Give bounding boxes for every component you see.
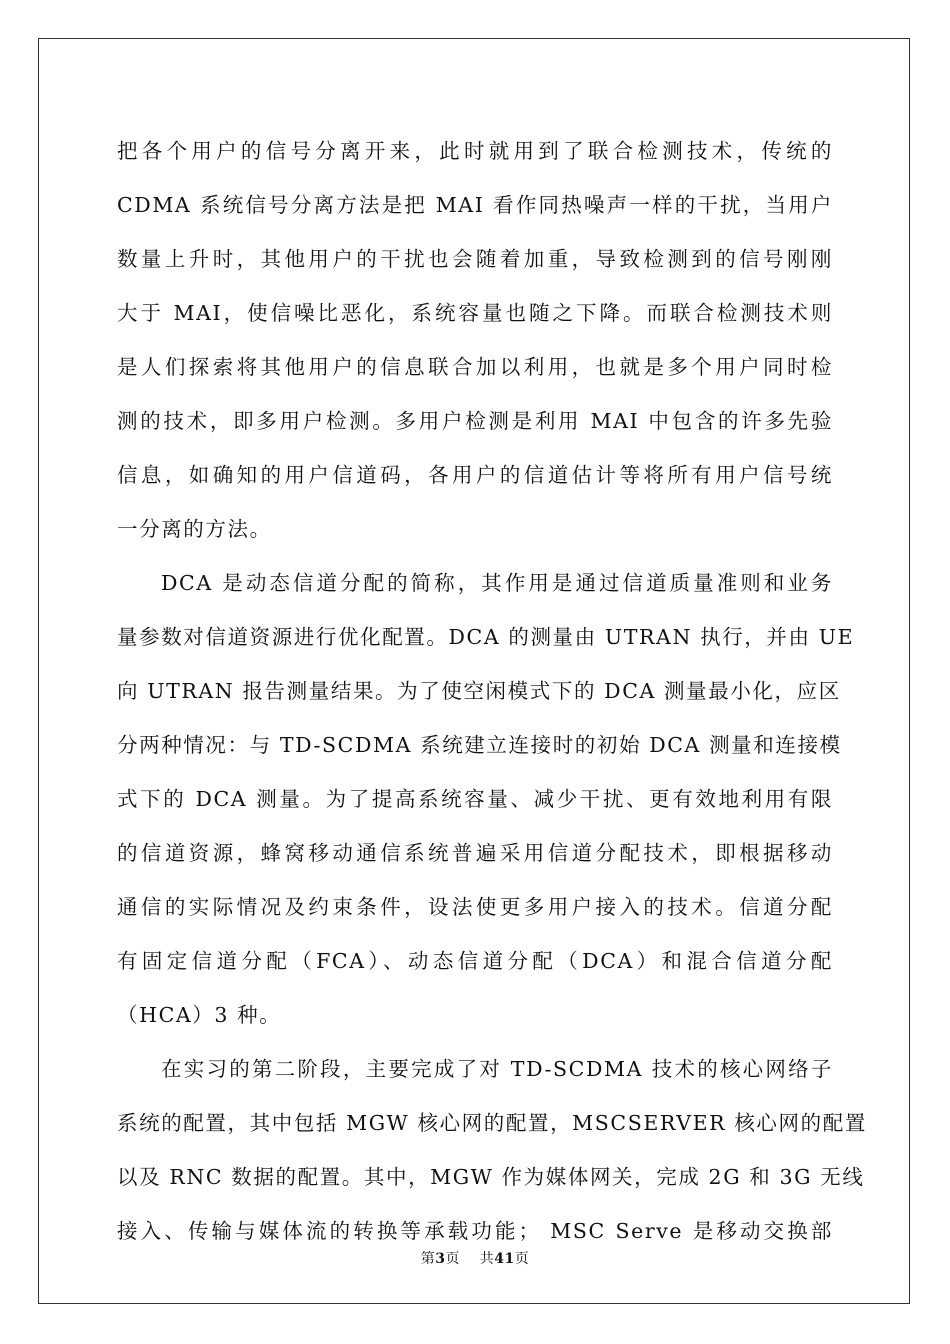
- text-line: 测的技术，即多用户检测。多用户检测是利用 MAI 中包含的许多先验: [117, 409, 833, 433]
- text-line: 分两种情况：与 TD-SCDMA 系统建立连接时的初始 DCA 测量和连接模: [117, 733, 842, 757]
- text-line: 把各个用户的信号分离开来，此时就用到了联合检测技术，传统的: [117, 139, 833, 163]
- text-line: DCA 是动态信道分配的简称，其作用是通过信道质量准则和业务: [161, 571, 833, 595]
- text-line: （HCA）3 种。: [117, 1003, 282, 1027]
- text-line: 接入、传输与媒体流的转换等承载功能； MSC Serve 是移动交换部: [117, 1219, 833, 1243]
- footer-page-number: 3: [435, 1251, 446, 1267]
- text-line: 在实习的第二阶段，主要完成了对 TD-SCDMA 技术的核心网络子: [161, 1057, 833, 1081]
- text-line: 系统的配置，其中包括 MGW 核心网的配置，MSCSERVER 核心网的配置: [117, 1111, 867, 1135]
- text-line: 以及 RNC 数据的配置。其中，MGW 作为媒体网关，完成 2G 和 3G 无线: [117, 1165, 865, 1189]
- page-footer: [0, 1248, 950, 1268]
- footer-page-prefix: 第: [420, 1251, 436, 1267]
- footer-total-pages: 41: [494, 1251, 515, 1267]
- footer-page-suffix: 页: [445, 1251, 460, 1267]
- paragraph-dca: [117, 556, 855, 1042]
- footer-total-suffix: 页: [514, 1251, 530, 1267]
- text-line: 有固定信道分配（FCA）、动态信道分配（DCA）和混合信道分配: [117, 949, 833, 973]
- text-line: 量参数对信道资源进行优化配置。DCA 的测量由 UTRAN 执行，并由 UE: [117, 625, 855, 649]
- document-body: [117, 124, 867, 1258]
- text-line: 向 UTRAN 报告测量结果。为了使空闲模式下的 DCA 测量最小化，应区: [117, 679, 841, 703]
- footer-total-prefix: 共: [479, 1251, 495, 1267]
- paragraph-internship: [117, 1042, 867, 1258]
- text-line: 数量上升时，其他用户的干扰也会随着加重，导致检测到的信号刚刚: [117, 247, 833, 271]
- paragraph-joint-detection: [117, 124, 833, 556]
- text-line: 的信道资源，蜂窝移动通信系统普遍采用信道分配技术，即根据移动: [117, 841, 833, 865]
- text-line: 一分离的方法。: [117, 517, 272, 541]
- text-line: 式下的 DCA 测量。为了提高系统容量、减少干扰、更有效地利用有限: [117, 787, 833, 811]
- text-line: 大于 MAI，使信噪比恶化，系统容量也随之下降。而联合检测技术则: [117, 301, 833, 325]
- text-line: 是人们探索将其他用户的信息联合加以利用，也就是多个用户同时检: [117, 355, 833, 379]
- text-line: CDMA 系统信号分离方法是把 MAI 看作同热噪声一样的干扰，当用户: [117, 193, 833, 217]
- text-line: 通信的实际情况及约束条件，设法使更多用户接入的技术。信道分配: [117, 895, 833, 919]
- text-line: 信息，如确知的用户信道码，各用户的信道估计等将所有用户信号统: [117, 463, 833, 487]
